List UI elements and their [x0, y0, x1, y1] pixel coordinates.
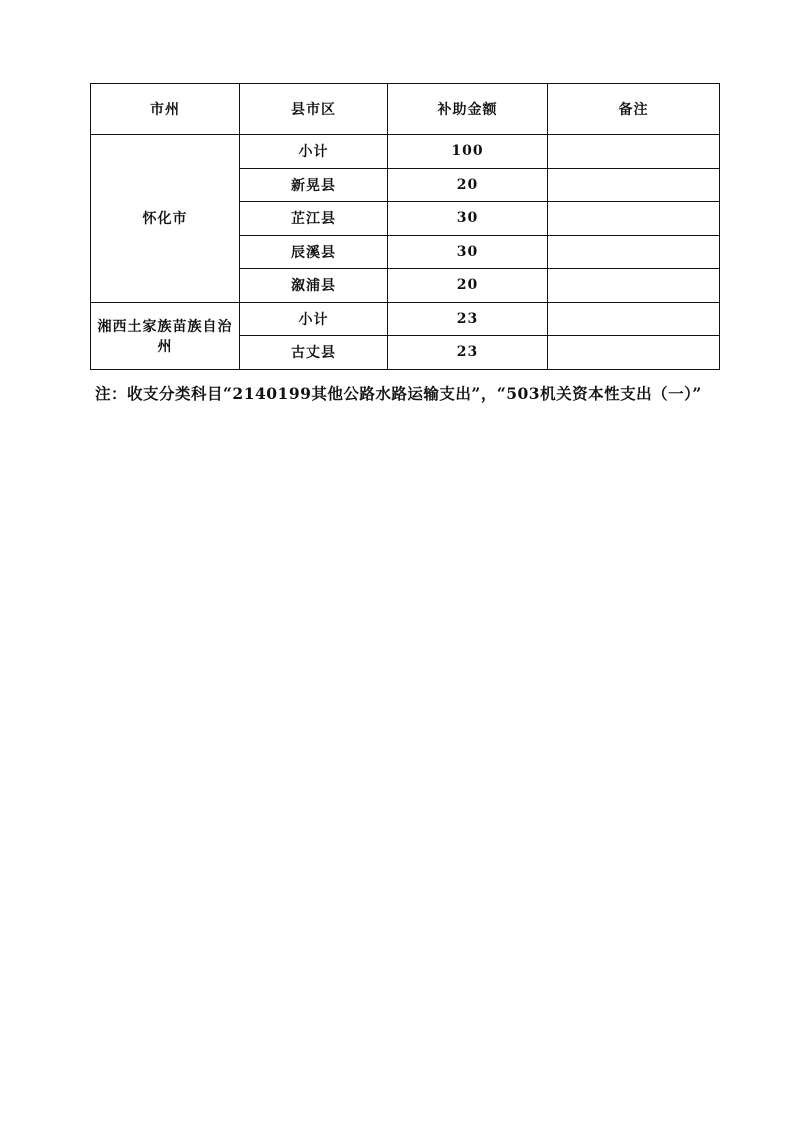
header-county: 县市区: [240, 84, 388, 135]
note-cell: [548, 269, 720, 303]
county-cell: 新晃县: [240, 168, 388, 202]
header-note: 备注: [548, 84, 720, 135]
amount-cell: 20: [388, 269, 548, 303]
table-header-row: [91, 84, 720, 135]
county-cell: 辰溪县: [240, 235, 388, 269]
amount-cell: 23: [388, 302, 548, 336]
county-cell: 小计: [240, 135, 388, 169]
note-cell: [548, 235, 720, 269]
table-row: [91, 135, 720, 169]
header-city: 市州: [91, 84, 240, 135]
note-cell: [548, 168, 720, 202]
county-cell: 小计: [240, 302, 388, 336]
note-cell: [548, 302, 720, 336]
table-row: [91, 302, 720, 336]
footnote: 注：收支分类科目“2140199其他公路水路运输支出”，“503机关资本性支出（一）”: [95, 384, 702, 403]
note-cell: [548, 336, 720, 370]
county-cell: 古丈县: [240, 336, 388, 370]
header-amount: 补助金额: [388, 84, 548, 135]
county-cell: 溆浦县: [240, 269, 388, 303]
subsidy-table: [90, 83, 720, 370]
amount-cell: 30: [388, 235, 548, 269]
amount-cell: 20: [388, 168, 548, 202]
amount-cell: 30: [388, 202, 548, 236]
note-cell: [548, 135, 720, 169]
county-cell: 芷江县: [240, 202, 388, 236]
amount-cell: 23: [388, 336, 548, 370]
city-cell-huaihua: 怀化市: [91, 135, 240, 303]
city-cell-xiangxi: 湘西土家族苗族自治州: [91, 302, 240, 369]
note-cell: [548, 202, 720, 236]
amount-cell: 100: [388, 135, 548, 169]
